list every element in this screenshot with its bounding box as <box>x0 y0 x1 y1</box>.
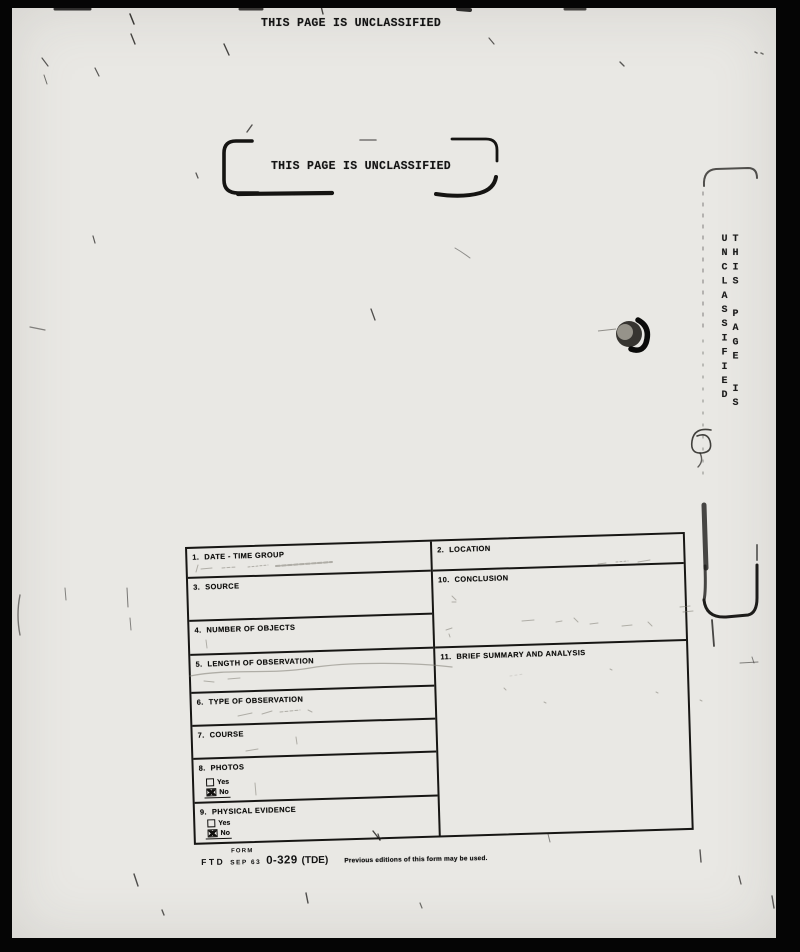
checkbox-label: No <box>219 788 229 796</box>
physical-evidence-no-option <box>205 829 232 840</box>
field-source <box>188 572 432 622</box>
scan-border-left <box>0 0 12 952</box>
form-word-label: FORM <box>230 848 254 855</box>
photos-yes-option <box>206 778 229 787</box>
field-label: LOCATION <box>449 543 491 555</box>
field-number: 5. <box>195 659 203 669</box>
form-note: Previous editions of this form may be used. <box>344 855 488 865</box>
field-label: DATE - TIME GROUP <box>204 550 285 562</box>
field-label: NUMBER OF OBJECTS <box>206 622 296 635</box>
field-number: 1. <box>192 552 200 562</box>
field-photos <box>193 753 437 804</box>
form-date: SEP 63 <box>230 858 262 867</box>
field-label: TYPE OF OBSERVATION <box>208 694 304 707</box>
top-classification-banner: THIS PAGE IS UNCLASSIFIED <box>261 17 442 30</box>
photos-no-option <box>204 788 231 799</box>
classification-stamp-text: THIS PAGE IS UNCLASSIFIED <box>270 159 452 173</box>
photos-no-checkbox-checked <box>206 788 216 796</box>
field-label: BRIEF SUMMARY AND ANALYSIS <box>456 648 586 661</box>
field-label: COURSE <box>209 729 244 740</box>
checkbox-label: No <box>220 829 231 837</box>
field-label: PHOTOS <box>210 762 245 773</box>
field-conclusion <box>433 564 686 648</box>
field-label: SOURCE <box>205 581 240 592</box>
side-classification-stamp: THIS PAGE IS UNCLASSIFIED <box>719 234 741 413</box>
field-label: PHYSICAL EVIDENCE <box>211 804 297 817</box>
form-agency: FTD <box>201 856 226 867</box>
form-left-column <box>187 542 441 843</box>
scan-border-top <box>0 0 800 8</box>
physical-evidence-yes-option <box>207 819 230 828</box>
field-physical-evidence <box>195 797 439 843</box>
checkbox-label: Yes <box>216 778 230 786</box>
field-number: 9. <box>199 807 208 817</box>
field-number: 6. <box>196 697 204 707</box>
form-number: 0-329 <box>266 854 298 867</box>
field-label: LENGTH OF OBSERVATION <box>207 656 315 669</box>
field-number: 2. <box>437 545 445 555</box>
field-number: 8. <box>198 763 206 773</box>
form-suffix: (TDE) <box>301 854 329 867</box>
field-number: 10. <box>437 575 450 585</box>
checkbox-label: Yes <box>218 819 231 827</box>
scan-border-bottom <box>0 938 800 952</box>
field-label: CONCLUSION <box>454 573 509 584</box>
field-number: 4. <box>194 625 202 635</box>
field-number: 7. <box>197 730 205 740</box>
physical-evidence-yes-checkbox <box>207 819 215 827</box>
physical-evidence-checkboxes <box>207 813 438 840</box>
photos-yes-checkbox <box>206 778 214 786</box>
scan-border-right <box>776 0 800 952</box>
physical-evidence-no-checkbox-checked <box>207 829 217 837</box>
field-number: 3. <box>193 582 201 592</box>
field-brief-summary <box>435 641 691 835</box>
field-number: 11. <box>440 652 452 662</box>
photos-checkboxes <box>206 772 437 799</box>
ftd-report-form-table <box>185 532 694 845</box>
